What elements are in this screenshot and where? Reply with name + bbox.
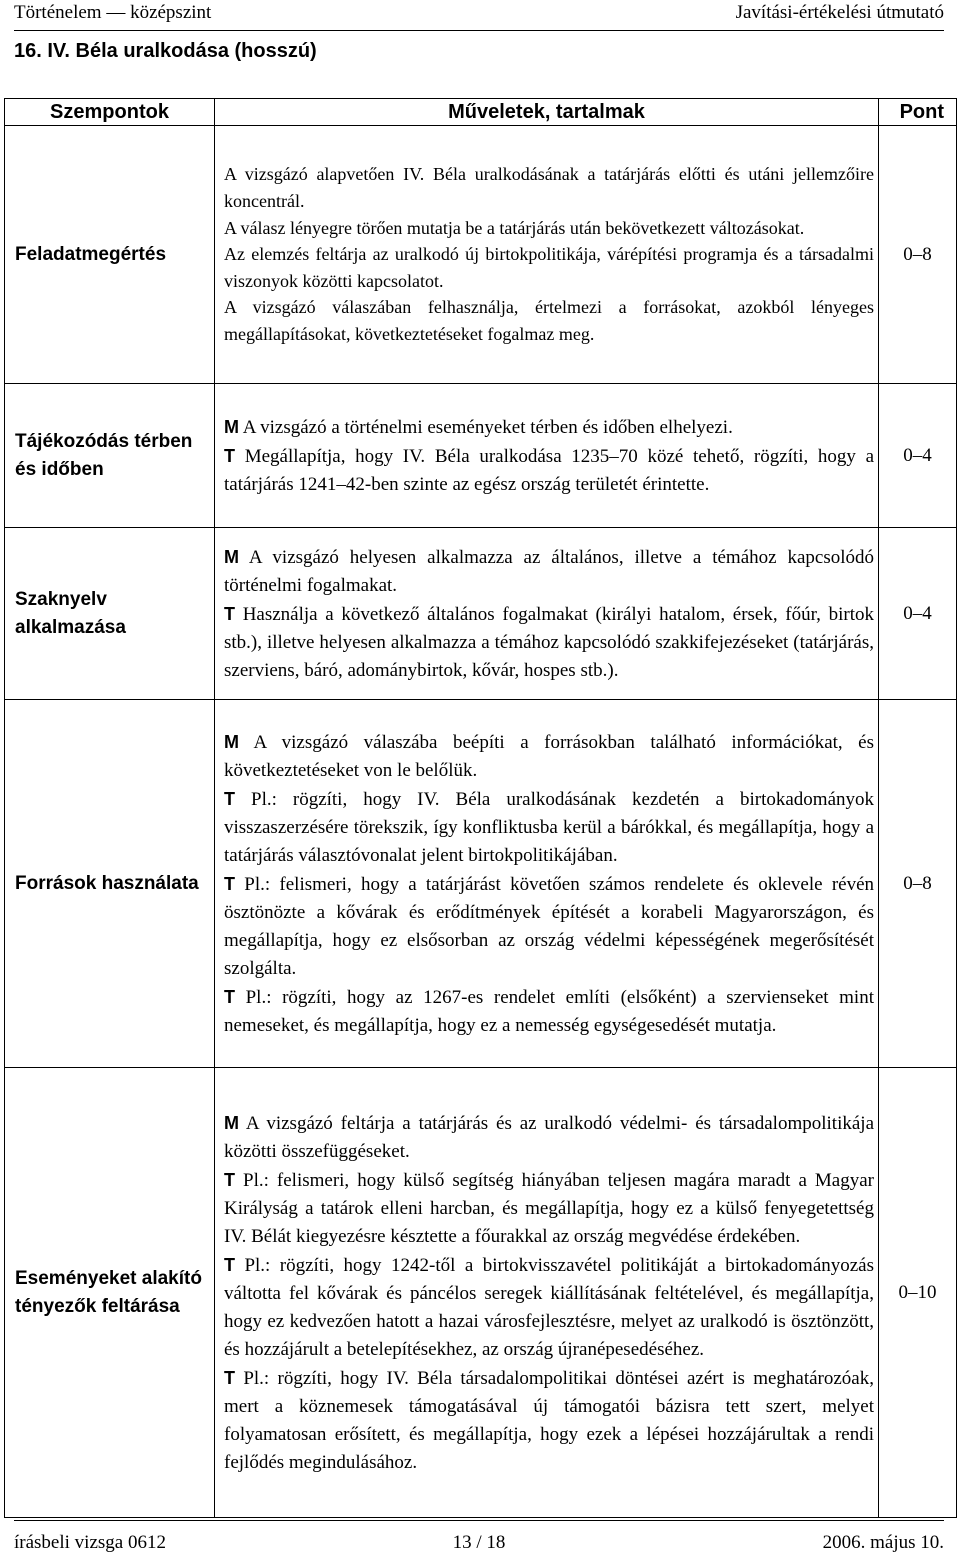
criterion-text: A válasz lényegre törően mutatja be a tatárjárás után bekövetkezett változásokat. [224,217,805,238]
criterion-marker: T [224,986,235,1007]
points-cell: 0–4 [879,528,957,700]
table-row [5,528,957,700]
criterion-marker: T [224,1367,235,1388]
aspect-cell: Tájékozódás térben és időben [5,384,215,528]
footer-page-number: 13 / 18 [452,1532,506,1553]
header-subject: Történelem — középszint [14,2,212,23]
aspect-cell: Források használata [5,700,215,1068]
page-footer [14,1520,944,1559]
points-cell: 0–4 [879,384,957,528]
col-header-operations: Műveletek, tartalmak [215,99,879,126]
criterion-paragraph [224,1364,874,1477]
criterion-paragraph [224,215,874,242]
criterion-paragraph [224,413,874,442]
criterion-text: A vizsgázó a történelmi eseményeket térben és időben elhelyezi. [242,416,733,438]
criterion-text: Pl.: rögzíti, hogy 1242-től a birtokvisszavétel politikáját a birtokadományozás váltotta fel kővárak és páncélos seregek kiállításának feltételével, és megállapítja, hogy ez kedvezően hatott a hazai városfejlesztésre, melyet az uralkodó is ösztönzött, és hozzájárult a betelepítésekhez, az ország újranépesedéséhez. [224,1254,875,1360]
criterion-text: Az elemzés feltárja az uralkodó új birtokpolitikája, várépítési programja és a társadalmi viszonyok közötti kapcsolatot. [224,244,874,291]
criterion-marker: T [224,445,235,466]
criterion-text: A vizsgázó válaszába beépíti a forrásokban található információkat, és következtetéseket von le belőlük. [224,731,875,781]
criterion-marker: T [224,788,235,809]
operations-cell [215,528,879,700]
criterion-paragraph [224,785,874,870]
aspect-cell: Szaknyelv alkalmazása [5,528,215,700]
criterion-text: Pl.: rögzíti, hogy IV. Béla uralkodásának kezdetén a birtokadományok visszaszerzésére törekszik, így konfliktusba kerül a bárókkal, és megállapítja, hogy a tatárjárás választóvonalat jelent birtokpolitikájában. [224,788,874,866]
aspect-cell: Feladatmegértés [5,126,215,384]
operations-cell [215,126,879,384]
points-cell: 0–8 [879,126,957,384]
criterion-paragraph [224,442,874,499]
criterion-marker: M [224,416,239,437]
criterion-marker: T [224,603,235,624]
criterion-text: A vizsgázó helyesen alkalmazza az általános, illetve a témához kapcsolódó történelmi fogalmakat. [224,546,874,596]
criterion-marker: T [224,1169,235,1190]
table-row [5,700,957,1068]
table-header-row [5,99,957,126]
criterion-paragraph [224,241,874,294]
criterion-text: Megállapítja, hogy IV. Béla uralkodása 1235–70 közé tehető, rögzíti, hogy a tatárjárás 1241–42-ben szinte az egész ország területét érintette. [224,445,875,495]
header-guide-title: Javítási-értékelési útmutató [735,2,944,23]
criterion-text: Pl.: felismeri, hogy a tatárjárást követően számos rendelete és oklevele révén ösztönözte a kővárak és erődítmények építését a korabeli Magyarországon, és megállapítja, hogy ez elsősorban az ország védelmi képességének megerősítését szolgálta. [224,873,875,979]
criterion-marker: M [224,546,239,567]
criterion-text: Használja a következő általános fogalmakat (királyi hatalom, érsek, főúr, birtok stb.), illetve helyesen alkalmazza a témához kapcsolódó szakkifejezéseket (tatárjárás, szerviens, báró, adománybirtok, kővár, hospes stb.). [224,603,874,681]
criterion-paragraph [224,161,874,214]
criterion-text: Pl.: rögzíti, hogy IV. Béla társadalompolitikai döntései azért is meghatározóak, mert a köznemesek támogatásával új támogatói bázisra tett szert, melyet folyamatosan erősített, és megállapítja, hogy ezek a lépései hozzájárultak a rendi fejlődés megindulásához. [224,1367,874,1473]
footer-exam-code: írásbeli vizsga 0612 [14,1532,166,1553]
criterion-paragraph [224,1251,874,1364]
operations-cell [215,700,879,1068]
criterion-paragraph [224,543,874,600]
criterion-paragraph [224,600,874,685]
criterion-text: A vizsgázó alapvetően IV. Béla uralkodásának a tatárjárás előtti és utáni jellemzőire koncentrál. [224,164,874,212]
points-cell: 0–8 [879,700,957,1068]
points-cell: 0–10 [879,1068,957,1518]
criterion-marker: T [224,1254,235,1275]
criterion-paragraph [224,728,874,785]
criterion-paragraph [224,983,874,1040]
criterion-paragraph [224,1109,874,1166]
operations-cell [215,384,879,528]
aspect-cell: Eseményeket alakító tényezők feltárása [5,1068,215,1518]
criterion-text: A vizsgázó feltárja a tatárjárás és az uralkodó védelmi- és társadalompolitikája közötti összefüggéseket. [224,1112,874,1162]
criterion-text: Pl.: rögzíti, hogy az 1267-es rendelet említi (elsőként) a szervienseket mint nemeseket, és megállapítja, hogy ez a nemesség egységesedését mutatja. [224,986,874,1036]
criterion-text: Pl.: felismeri, hogy külső segítség hiányában teljesen magára maradt a Magyar Királyság a tatárok elleni harcban, és megállapítja, hogy ez a külső fenyegetettség IV. Bélát kiegyezésre késztette a főurakkal az ország megvédése érdekében. [224,1169,874,1247]
footer-date: 2006. május 10. [822,1532,944,1553]
task-title: 16. IV. Béla uralkodása (hosszú) [14,40,317,62]
criterion-marker: T [224,873,235,894]
criterion-paragraph [224,870,874,983]
col-header-points: Pont [879,99,957,126]
criterion-text: A vizsgázó válaszában felhasználja, értelmezi a forrásokat, azokból lényeges megállapításokat, következtetéseket fogalmaz meg. [224,297,874,344]
table-row [5,1068,957,1518]
col-header-aspects: Szempontok [5,99,215,126]
grading-table [4,98,957,1518]
page-header [14,0,944,31]
table-row [5,126,957,384]
criterion-marker: M [224,1112,239,1133]
criterion-paragraph [224,294,874,347]
operations-cell [215,1068,879,1518]
criterion-marker: M [224,731,239,752]
table-row [5,384,957,528]
criterion-paragraph [224,1166,874,1251]
